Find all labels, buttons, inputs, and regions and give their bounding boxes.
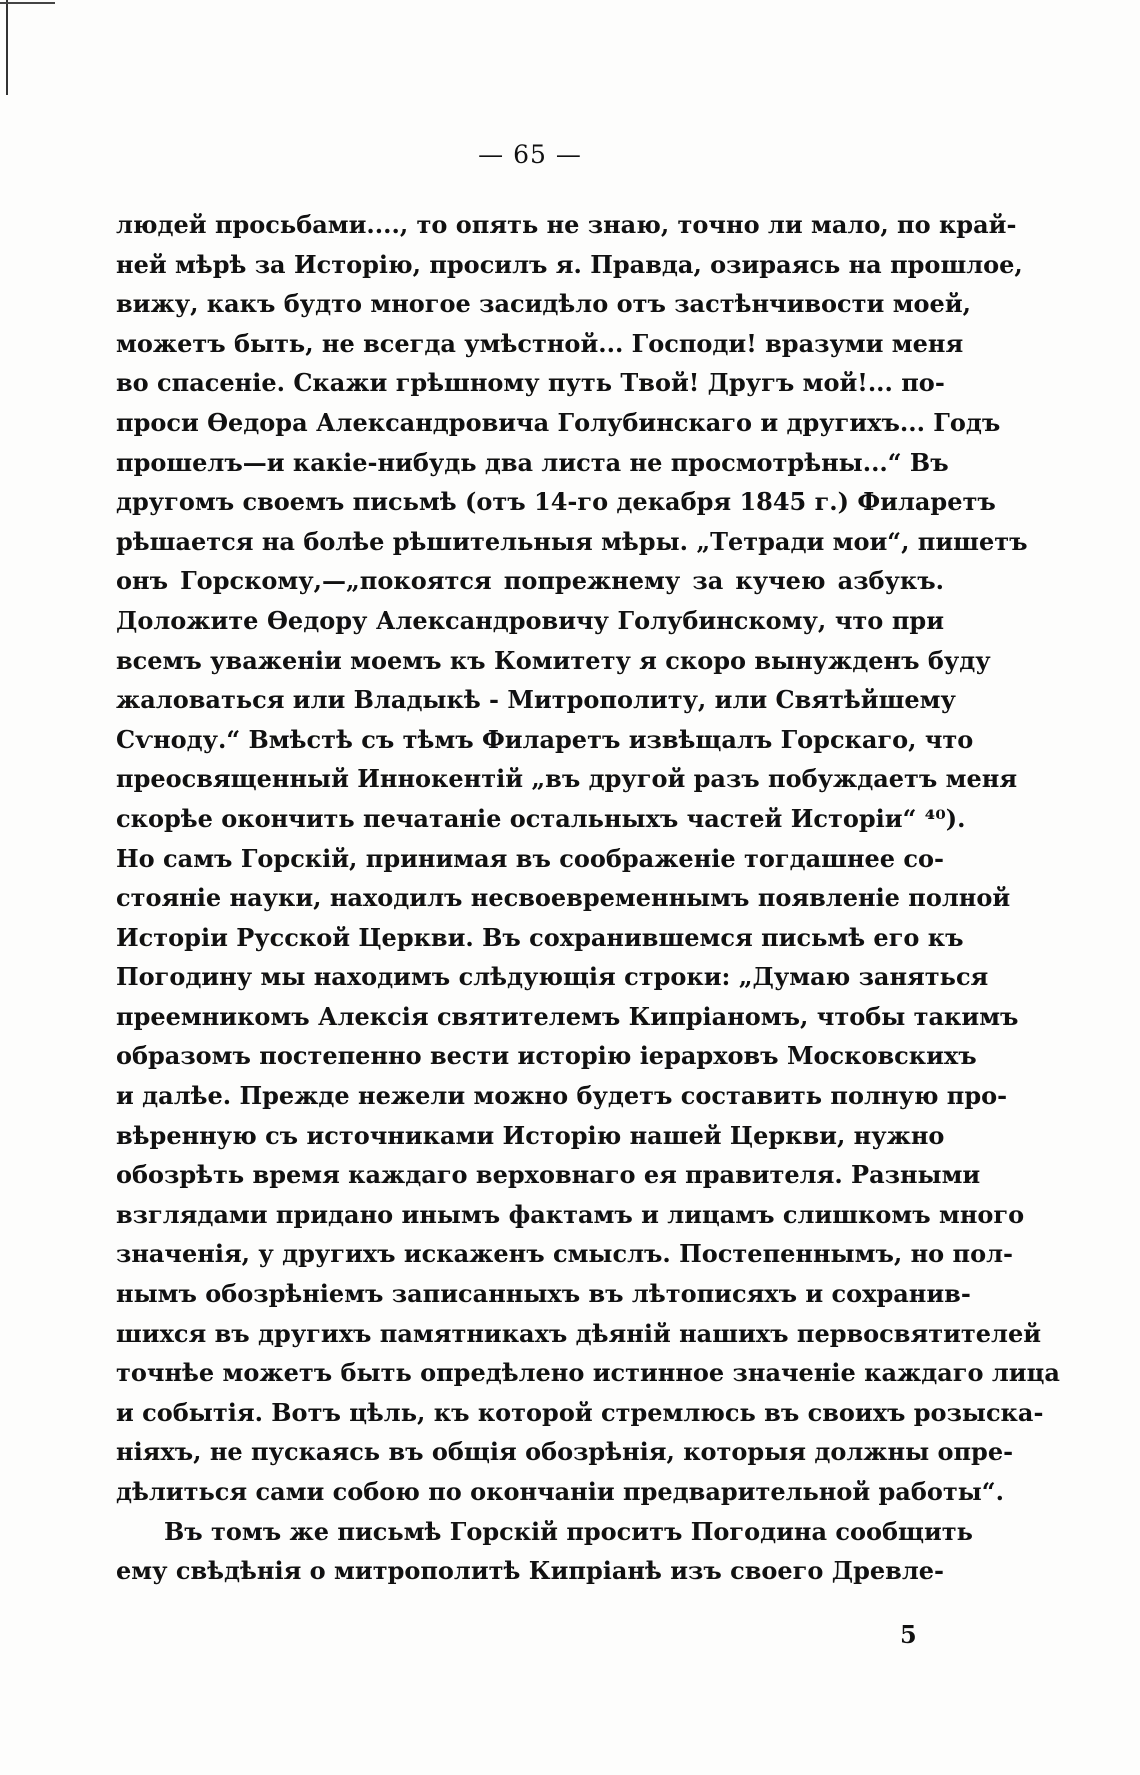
text-line: ему свѣдѣнія о митрополитѣ Кипріанѣ изъ своего Древле-	[116, 1556, 944, 1586]
text-line: нымъ обозрѣніемъ записанныхъ въ лѣтописяхъ и сохранив-	[116, 1279, 971, 1309]
text-line: преосвященный Иннокентій „въ другой разъ побуждаетъ меня	[116, 764, 1018, 794]
body-text	[116, 205, 1060, 1591]
text-line: обозрѣть время каждаго верховнаго ея правителя. Разными	[116, 1160, 981, 1190]
text-line: всемъ уваженіи моемъ къ Комитету я скоро вынужденъ буду	[116, 645, 991, 675]
signature-mark: 5	[900, 1620, 917, 1649]
text-line: скорѣе окончить печатаніе остальныхъ частей Исторіи“ ⁴⁰).	[116, 803, 966, 833]
text-line: прошелъ—и какіе-нибудь два листа не просмотрѣны...“ Въ	[116, 447, 949, 477]
text-line: преемникомъ Алексія святителемъ Кипріаномъ, чтобы такимъ	[116, 1001, 1019, 1031]
text-line: Исторіи Русской Церкви. Въ сохранившемся письмѣ его къ	[116, 922, 964, 952]
text-line: во спасеніе. Скажи грѣшному путь Твой! Другъ мой!... по-	[116, 368, 945, 398]
text-line: рѣшается на болѣе рѣшительныя мѣры. „Тетради мои“, пишетъ	[116, 526, 1028, 556]
text-line: Но самъ Горскій, принимая въ соображеніе тогдашнее со-	[116, 843, 944, 873]
text-line: можетъ быть, не всегда умѣстной... Господи! вразуми меня	[116, 328, 964, 358]
text-line: образомъ постепенно вести исторію іерарховъ Московскихъ	[116, 1041, 977, 1071]
text-line: и событія. Вотъ цѣль, къ которой стремлюсь въ своихъ розыска-	[116, 1397, 1044, 1427]
text-line: и далѣе. Прежде нежели можно будетъ составить полную про-	[116, 1081, 1008, 1111]
page-number: — 65 —	[478, 140, 582, 169]
text-line: значенія, у другихъ искаженъ смыслъ. Постепеннымъ, но пол-	[116, 1239, 1013, 1269]
text-line: дѣлиться сами собою по окончаніи предварительной работы“.	[116, 1477, 1004, 1506]
scan-edge-line	[6, 0, 8, 95]
text-line: жаловаться или Владыкѣ - Митрополиту, или Святѣйшему	[116, 685, 956, 715]
text-line: вѣренную съ источниками Исторію нашей Церкви, нужно	[116, 1120, 945, 1150]
text-line: вижу, какъ будто многое засидѣло отъ застѣнчивости моей,	[116, 289, 971, 319]
text-line: Погодину мы находимъ слѣдующія строки: „Думаю заняться	[116, 962, 989, 992]
text-line: ніяхъ, не пускаясь въ общія обозрѣнія, которыя должны опре-	[116, 1437, 1014, 1467]
text-line: Доложите Ѳедору Александровичу Голубинскому, что при	[116, 605, 944, 635]
text-line: точнѣе можетъ быть опредѣлено истинное значеніе каждаго лица	[116, 1358, 1060, 1388]
text-line: взглядами придано инымъ фактамъ и лицамъ слишкомъ много	[116, 1199, 1025, 1229]
scan-edge-corner	[0, 2, 55, 4]
text-line: Сѵноду.“ Вмѣстѣ съ тѣмъ Филаретъ извѣщалъ Горскаго, что	[116, 724, 974, 754]
text-line: Въ томъ же письмѣ Горскій проситъ Погодина сообщить	[164, 1516, 973, 1546]
text-line: людей просьбами...., то опять не знаю, точно ли мало, по край-	[116, 210, 1017, 239]
text-line: стояніе науки, находилъ несвоевременнымъ появленіе полной	[116, 883, 1011, 913]
text-line: ней мѣрѣ за Исторію, просилъ я. Правда, озираясь на прошлое,	[116, 249, 1023, 279]
text-line: шихся въ другихъ памятникахъ дѣяній нашихъ первосвятителей	[116, 1318, 1042, 1348]
text-line: проси Ѳедора Александровича Голубинскаго и другихъ... Годъ	[116, 407, 1001, 437]
text-line: другомъ своемъ письмѣ (отъ 14-го декабря 1845 г.) Филаретъ	[116, 487, 996, 517]
text-line: онъ Горскому,—„покоятся попрежнему за кучею азбукъ.	[116, 566, 944, 596]
